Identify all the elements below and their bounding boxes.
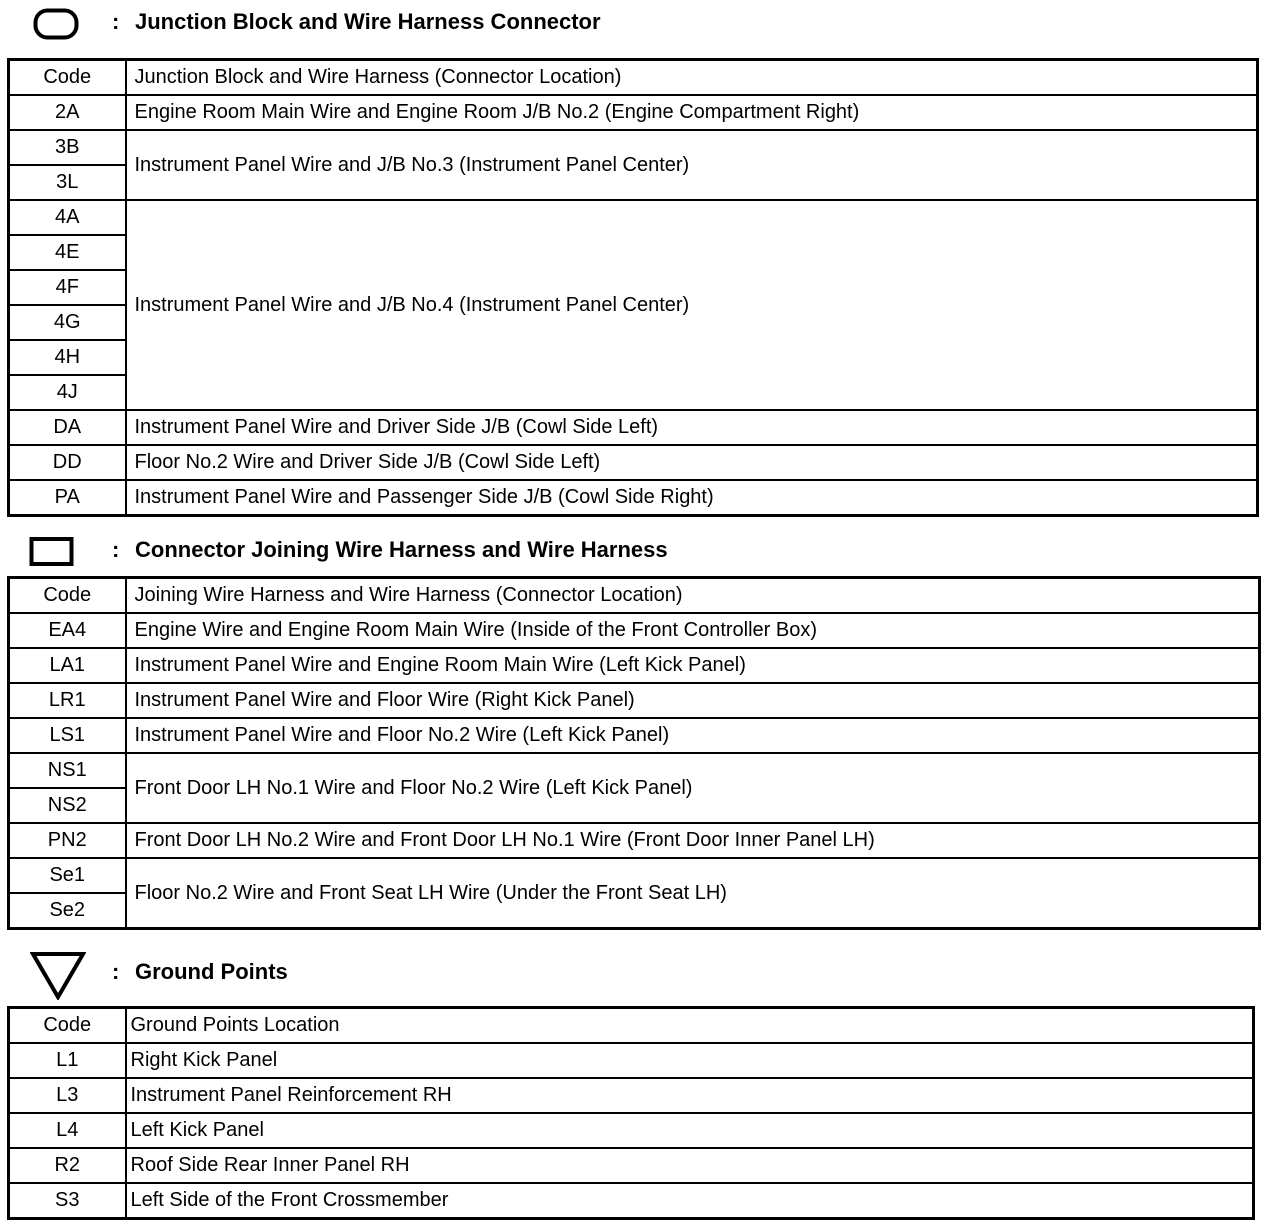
location-cell: Engine Room Main Wire and Engine Room J/B No.2 (Engine Compartment Right) <box>126 95 1258 130</box>
rectangle-icon <box>29 536 75 568</box>
table-row <box>9 858 1260 893</box>
location-cell: Instrument Panel Wire and Passenger Side J/B (Cowl Side Right) <box>126 480 1258 516</box>
code-column-header: Code <box>9 578 126 614</box>
location-cell: Instrument Panel Wire and Engine Room Main Wire (Left Kick Panel) <box>126 648 1260 683</box>
connector-section-title: Connector Joining Wire Harness and Wire Harness <box>135 537 668 562</box>
table-row <box>9 95 1258 130</box>
code-cell: 4H <box>9 340 126 375</box>
connector-heading-colon: : <box>112 537 120 562</box>
code-cell: 4J <box>9 375 126 410</box>
connector-table <box>7 576 1261 930</box>
code-cell: DA <box>9 410 126 445</box>
table-row <box>9 1148 1254 1183</box>
code-cell: 4G <box>9 305 126 340</box>
ground-table <box>7 1006 1255 1220</box>
location-cell: Floor No.2 Wire and Front Seat LH Wire (Under the Front Seat LH) <box>126 858 1260 929</box>
code-cell: LA1 <box>9 648 126 683</box>
junction-section-heading <box>0 0 1280 40</box>
code-cell: 2A <box>9 95 126 130</box>
code-cell: L4 <box>9 1113 126 1148</box>
table-row <box>9 823 1260 858</box>
code-cell: 3B <box>9 130 126 165</box>
ground-section-heading <box>0 946 1280 1002</box>
location-cell: Front Door LH No.1 Wire and Floor No.2 Wire (Left Kick Panel) <box>126 753 1260 823</box>
code-cell: 4F <box>9 270 126 305</box>
location-cell: Roof Side Rear Inner Panel RH <box>126 1148 1254 1183</box>
code-cell: DD <box>9 445 126 480</box>
connector-section-heading <box>0 528 1280 568</box>
junction-heading-colon: : <box>112 9 120 34</box>
table-row <box>9 410 1258 445</box>
location-cell: Instrument Panel Wire and J/B No.3 (Instrument Panel Center) <box>126 130 1258 200</box>
table-header-row <box>9 1008 1254 1044</box>
code-cell: PN2 <box>9 823 126 858</box>
code-cell: LR1 <box>9 683 126 718</box>
location-cell: Instrument Panel Wire and Driver Side J/B (Cowl Side Left) <box>126 410 1258 445</box>
table-header-row <box>9 60 1258 96</box>
location-cell: Left Side of the Front Crossmember <box>126 1183 1254 1219</box>
table-row <box>9 1078 1254 1113</box>
table-row <box>9 1113 1254 1148</box>
code-cell: EA4 <box>9 613 126 648</box>
location-cell: Instrument Panel Wire and Floor Wire (Right Kick Panel) <box>126 683 1260 718</box>
location-column-header: Junction Block and Wire Harness (Connector Location) <box>126 60 1258 96</box>
code-cell: L3 <box>9 1078 126 1113</box>
code-cell: 3L <box>9 165 126 200</box>
table-row <box>9 445 1258 480</box>
code-cell: NS1 <box>9 753 126 788</box>
table-row <box>9 648 1260 683</box>
location-cell: Engine Wire and Engine Room Main Wire (Inside of the Front Controller Box) <box>126 613 1260 648</box>
location-cell: Instrument Panel Wire and J/B No.4 (Instrument Panel Center) <box>126 200 1258 410</box>
junction-table <box>7 58 1259 517</box>
code-column-header: Code <box>9 1008 126 1044</box>
table-row <box>9 1043 1254 1078</box>
ground-section-title: Ground Points <box>135 959 288 984</box>
location-column-header: Ground Points Location <box>126 1008 1254 1044</box>
table-header-row <box>9 578 1260 614</box>
table-row <box>9 718 1260 753</box>
table-row <box>9 480 1258 516</box>
code-cell: R2 <box>9 1148 126 1183</box>
table-row <box>9 200 1258 235</box>
code-cell: NS2 <box>9 788 126 823</box>
table-row <box>9 1183 1254 1219</box>
code-column-header: Code <box>9 60 126 96</box>
location-cell: Left Kick Panel <box>126 1113 1254 1148</box>
triangle-down-icon <box>30 950 86 1000</box>
code-cell: Se2 <box>9 893 126 929</box>
table-row <box>9 683 1260 718</box>
location-cell: Floor No.2 Wire and Driver Side J/B (Cowl Side Left) <box>126 445 1258 480</box>
code-cell: PA <box>9 480 126 516</box>
code-cell: Se1 <box>9 858 126 893</box>
table-row <box>9 753 1260 788</box>
location-cell: Instrument Panel Wire and Floor No.2 Wire (Left Kick Panel) <box>126 718 1260 753</box>
location-cell: Front Door LH No.2 Wire and Front Door LH No.1 Wire (Front Door Inner Panel LH) <box>126 823 1260 858</box>
code-cell: 4A <box>9 200 126 235</box>
rounded-rectangle-icon <box>33 8 79 40</box>
code-cell: S3 <box>9 1183 126 1219</box>
code-cell: LS1 <box>9 718 126 753</box>
table-row <box>9 613 1260 648</box>
ground-heading-colon: : <box>112 959 120 984</box>
junction-section-title: Junction Block and Wire Harness Connector <box>135 9 601 34</box>
location-column-header: Joining Wire Harness and Wire Harness (Connector Location) <box>126 578 1260 614</box>
code-cell: 4E <box>9 235 126 270</box>
location-cell: Instrument Panel Reinforcement RH <box>126 1078 1254 1113</box>
table-row <box>9 130 1258 165</box>
code-cell: L1 <box>9 1043 126 1078</box>
location-cell: Right Kick Panel <box>126 1043 1254 1078</box>
